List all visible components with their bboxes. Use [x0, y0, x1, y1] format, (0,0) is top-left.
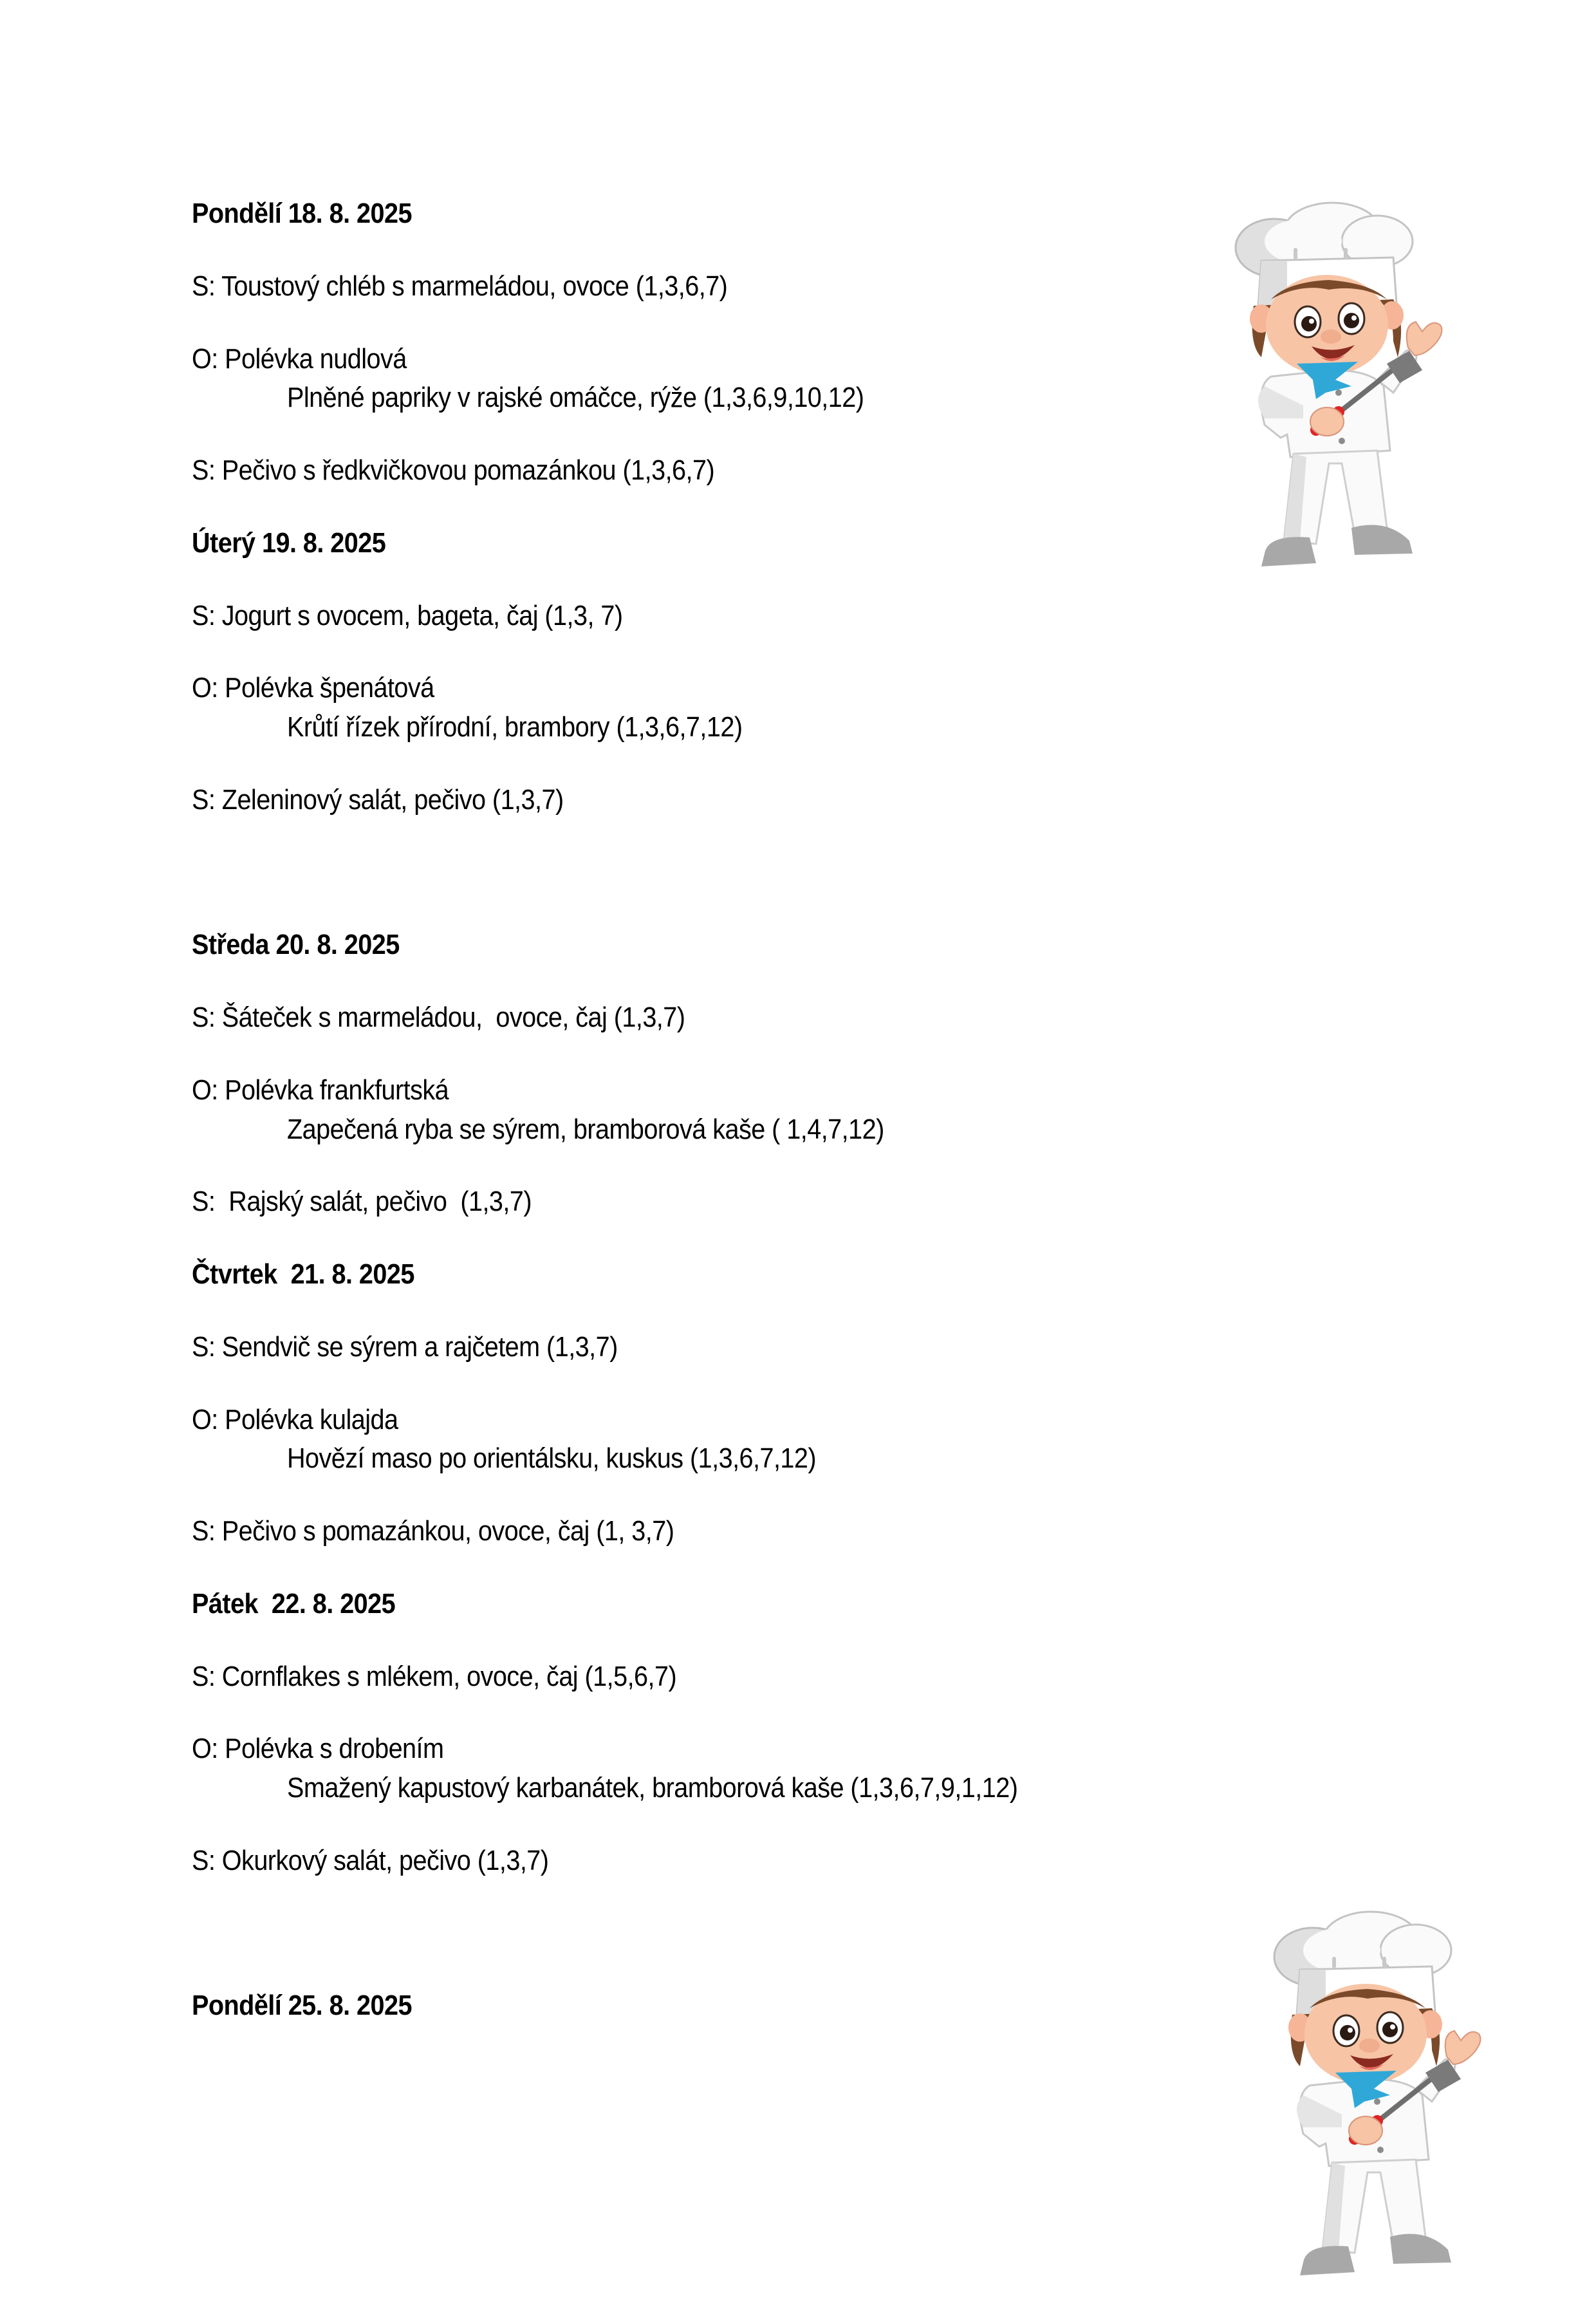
- day-heading: Pondělí 18. 8. 2025: [192, 198, 412, 229]
- lunch-main-item: Hovězí maso po orientálsku, kuskus (1,3,6,7,12): [287, 1442, 817, 1474]
- chef-cartoon-icon: [1178, 1902, 1512, 2314]
- lunch-soup-item: O: Polévka kulajda: [192, 1404, 398, 1435]
- snack-item: S: Zeleninový salát, pečivo (1,3,7): [192, 784, 564, 816]
- snack-item: S: Rajský salát, pečivo (1,3,7): [192, 1186, 532, 1217]
- breakfast-item: S: Šáteček s marmeládou, ovoce, čaj (1,3,7): [192, 1002, 685, 1033]
- lunch-soup-item: O: Polévka s drobením: [192, 1733, 444, 1764]
- snack-item: S: Pečivo s pomazánkou, ovoce, čaj (1, 3,7): [192, 1515, 674, 1547]
- lunch-soup-item: O: Polévka špenátová: [192, 672, 434, 704]
- next-week-heading: Pondělí 25. 8. 2025: [192, 1990, 412, 2021]
- day-heading: Pátek 22. 8. 2025: [192, 1588, 396, 1619]
- lunch-main-item: Smažený kapustový karbanátek, bramborová kaše (1,3,6,7,9,1,12): [287, 1772, 1018, 1804]
- breakfast-item: S: Sendvič se sýrem a rajčetem (1,3,7): [192, 1331, 618, 1363]
- lunch-main-item: Krůtí řízek přírodní, brambory (1,3,6,7,12): [287, 711, 743, 743]
- lunch-soup-item: O: Polévka nudlová: [192, 343, 407, 375]
- chef-illustration: [1139, 193, 1474, 605]
- snack-item: S: Okurkový salát, pečivo (1,3,7): [192, 1845, 549, 1876]
- day-heading: Čtvrtek 21. 8. 2025: [192, 1258, 414, 1290]
- breakfast-item: S: Cornflakes s mlékem, ovoce, čaj (1,5,6,7): [192, 1661, 677, 1692]
- lunch-main-item: Zapečená ryba se sýrem, bramborová kaše ( 1,4,7,12): [287, 1114, 884, 1145]
- snack-item: S: Pečivo s ředkvičkovou pomazánkou (1,3,6,7): [192, 454, 715, 486]
- day-heading: Středa 20. 8. 2025: [192, 929, 400, 960]
- breakfast-item: S: Jogurt s ovocem, bageta, čaj (1,3, 7): [192, 600, 623, 631]
- lunch-soup-item: O: Polévka frankfurtská: [192, 1074, 449, 1106]
- chef-cartoon-icon: [1139, 193, 1474, 605]
- lunch-main-item: Plněné papriky v rajské omáčce, rýže (1,3,6,9,10,12): [287, 382, 864, 413]
- chef-illustration: [1178, 1902, 1512, 2314]
- day-heading: Úterý 19. 8. 2025: [192, 527, 386, 559]
- breakfast-item: S: Toustový chléb s marmeládou, ovoce (1,3,6,7): [192, 270, 728, 302]
